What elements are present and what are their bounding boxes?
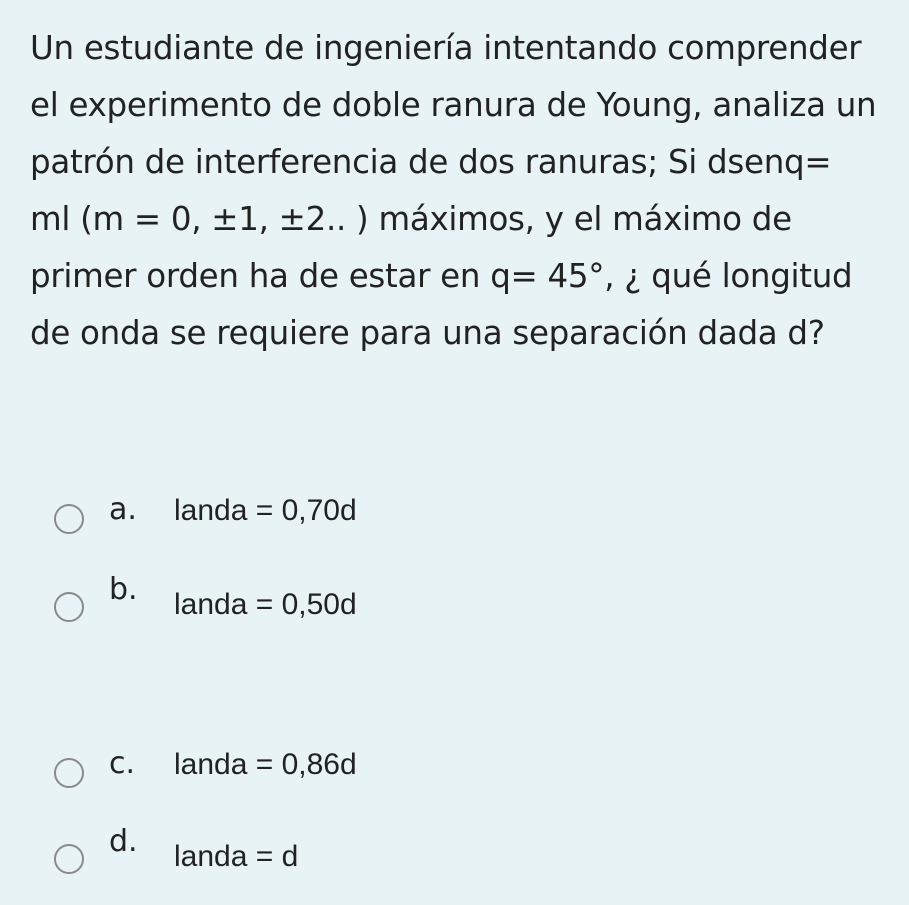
- question-text: [30, 20, 900, 362]
- option-letter: d.: [109, 824, 138, 859]
- option-label: landa = 0,50d: [174, 588, 357, 621]
- question-line: ml (m = 0, ±1, ±2.. ) máximos, y el máximo de: [30, 200, 792, 238]
- option-label: landa = 0,86d: [174, 748, 357, 781]
- option-label: landa = 0,70d: [174, 494, 357, 527]
- option-b[interactable]: [54, 572, 554, 636]
- option-c[interactable]: [54, 742, 554, 802]
- radio-circle-icon[interactable]: [54, 758, 84, 788]
- question-line: Un estudiante de ingeniería intentando comprender: [30, 29, 862, 67]
- question-line: el experimento de doble ranura de Young, analiza un: [30, 86, 877, 124]
- option-label: landa = d: [174, 840, 299, 873]
- question-line: primer orden ha de estar en q= 45°, ¿ qué longitud: [30, 257, 853, 295]
- radio-circle-icon[interactable]: [54, 844, 84, 874]
- question-line: de onda se requiere para una separación dada d?: [30, 314, 825, 352]
- option-letter: a.: [109, 492, 137, 527]
- question-line: patrón de interferencia de dos ranuras; Si dsenq=: [30, 143, 832, 181]
- option-d[interactable]: [54, 824, 554, 888]
- radio-circle-icon[interactable]: [54, 504, 84, 534]
- option-a[interactable]: [54, 488, 554, 548]
- option-letter: b.: [109, 572, 138, 607]
- radio-circle-icon[interactable]: [54, 592, 84, 622]
- option-letter: c.: [109, 746, 136, 781]
